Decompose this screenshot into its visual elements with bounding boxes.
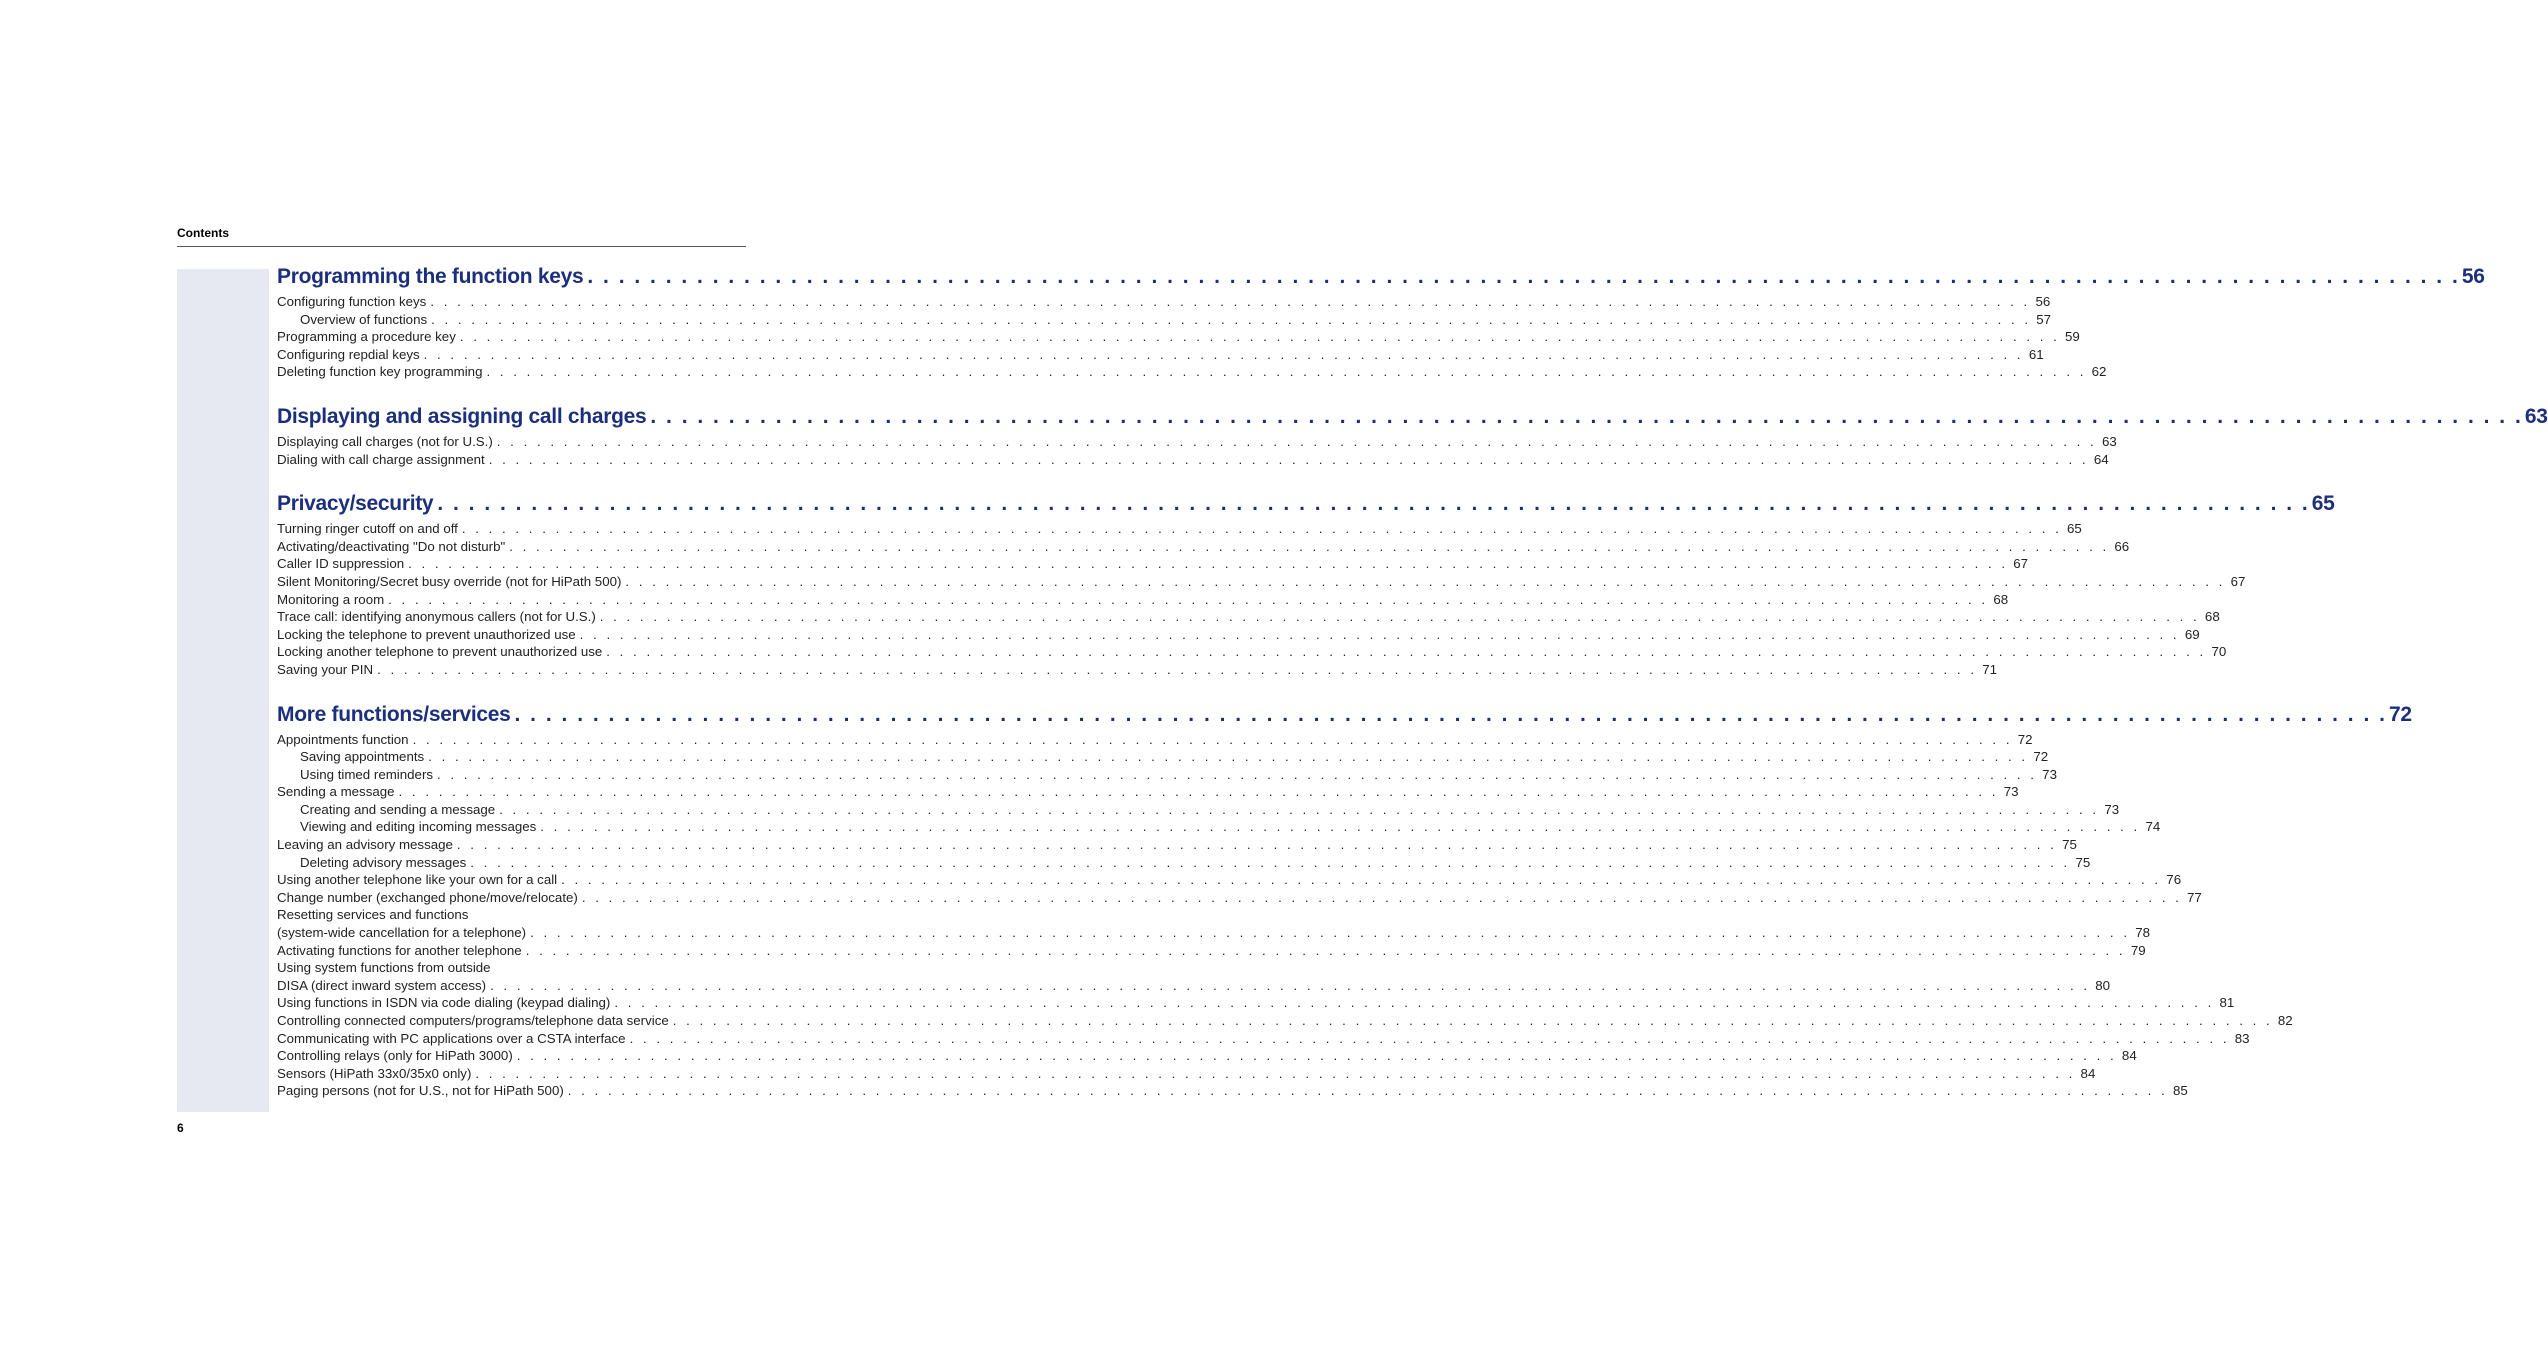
entry-title: (system-wide cancellation for a telephone) [277, 925, 527, 941]
entry-title: Viewing and editing incoming messages [300, 819, 537, 835]
toc-entry[interactable] [277, 608, 2220, 626]
entry-page-number: 84 [2080, 1065, 2096, 1081]
toc-entry[interactable] [277, 748, 2049, 766]
entry-title: Creating and sending a message [300, 801, 496, 817]
entry-title: Programming a procedure key [277, 329, 456, 345]
dot-leader: . . . . . . . . . . . . . . . . . . . . . . . . . . . . . . . . . . . . . . . . . . . . . . . . . . . . . . . . . . . . . . . . . . . . . . . . . . . . . . . . . . . . . . . . . . . . . . . . . . . . . . . . . . . . . . . . . . . . . . . . [470, 854, 2071, 870]
entry-page-number: 83 [2234, 1030, 2250, 1046]
dot-leader: . . . . . . . . . . . . . . . . . . . . . . . . . . . . . . . . . . . . . . . . . . . . . . . . . . . . . . . . . . . . . . . . . . . . . . . . . . . . . . . . . . . . . . . . . . . . . . . . . . . . . . . . . . . . . . . . . . . . . . . . [461, 521, 2062, 537]
entry-title: Turning ringer cutoff on and off [277, 521, 458, 537]
entry-page-number: 64 [2093, 451, 2109, 467]
dot-leader: . . . . . . . . . . . . . . . . . . . . . . . . . . . . . . . . . . . . . . . . . . . . . . . . . . . . . . . . . . . . . . . . . . . . . . . . . . . . . . . . . . . . . . . . . . . . . . . . . . . . . . . . . . . . . . . . . . . . . . . . [398, 784, 1999, 800]
running-header: Contents [177, 226, 229, 240]
dot-leader: . . . . . . . . . . . . . . . . . . . . . . . . . . . . . . . . . . . . . . . . . . . . . . . . . . . . . . . . . . . . . . . . . . . . . . . . . . . . . . . . . . . . . . . . . . . . . . . . . . . . . . . . . . . . . . . . . . . . . . . . [490, 977, 2091, 993]
dot-leader: . . . . . . . . . . . . . . . . . . . . . . . . . . . . . . . . . . . . . . . . . . . . . . . . . . . . . . . . . . . . . . . . . . . . . . . . . . . . . . . . . . . . . . . . . . . . . . . . . . . . . . . . . . . . . . . . . . . . . . . . [650, 404, 2523, 428]
entry-page-number: 68 [2204, 609, 2220, 625]
toc-entry[interactable] [277, 451, 2109, 469]
entry-title: Saving your PIN [277, 661, 374, 677]
entry-title: Monitoring a room [277, 591, 385, 607]
entry-page-number: 72 [2017, 731, 2033, 747]
entry-title: Activating functions for another telephone [277, 942, 522, 958]
entry-title: Paging persons (not for U.S., not for HiPath 500) [277, 1083, 564, 1099]
entry-page-number: 68 [1993, 591, 2009, 607]
section-page-number: 63 [2524, 404, 2548, 428]
dot-leader: . . . . . . . . . . . . . . . . . . . . . . . . . . . . . . . . . . . . . . . . . . . . . . . . . . . . . . . . . . . . . . . . . . . . . . . . . . . . . . . . . . . . . . . . . . . . . . . . . . . . . . . . . . . . . . . . . . . . . . . . [488, 451, 2089, 467]
dot-leader: . . . . . . . . . . . . . . . . . . . . . . . . . . . . . . . . . . . . . . . . . . . . . . . . . . . . . . . . . . . . . . . . . . . . . . . . . . . . . . . . . . . . . . . . . . . . . . . . . . . . . . . . . . . . . . . . . . . . . . . . [456, 837, 2057, 853]
dot-leader: . . . . . . . . . . . . . . . . . . . . . . . . . . . . . . . . . . . . . . . . . . . . . . . . . . . . . . . . . . . . . . . . . . . . . . . . . . . . . . . . . . . . . . . . . . . . . . . . . . . . . . . . . . . . . . . . . . . . . . . . [672, 1013, 2273, 1028]
section-title: Programming the function keys [277, 265, 584, 288]
toc-entry[interactable] [277, 538, 2130, 556]
entry-title: Silent Monitoring/Secret busy override (not for HiPath 500) [277, 573, 622, 589]
entry-title: Caller ID suppression [277, 556, 405, 572]
toc-entry[interactable] [277, 433, 2117, 451]
toc-entry[interactable] [277, 293, 2051, 311]
entry-page-number: 78 [2135, 925, 2151, 941]
entry-page-number: 72 [2033, 749, 2049, 765]
dot-leader: . . . . . . . . . . . . . . . . . . . . . . . . . . . . . . . . . . . . . . . . . . . . . . . . . . . . . . . . . . . . . . . . . . . . . . . . . . . . . . . . . . . . . . . . . . . . . . . . . . . . . . . . . . . . . . . . . . . . . . . . [496, 433, 2097, 449]
toc-entry[interactable] [277, 520, 2082, 538]
entry-page-number: 81 [2219, 995, 2235, 1011]
entry-page-number: 75 [2075, 854, 2091, 870]
toc-section [277, 489, 2335, 678]
dot-leader: . . . . . . . . . . . . . . . . . . . . . . . . . . . . . . . . . . . . . . . . . . . . . . . . . . . . . . . . . . . . . . . . . . . . . . . . . . . . . . . . . . . . . . . . . . . . . . . . . . . . . . . . . . . . . . . . . . . . . . . . [530, 925, 2131, 941]
entry-page-number: 75 [2062, 837, 2077, 853]
dot-leader: . . . . . . . . . . . . . . . . . . . . . . . . . . . . . . . . . . . . . . . . . . . . . . . . . . . . . . . . . . . . . . . . . . . . . . . . . . . . . . . . . . . . . . . . . . . . . . . . . . . . . . . . . . . . . . . . . . . . . . . . [423, 346, 2024, 362]
entry-title: Configuring repdial keys [277, 346, 420, 362]
entry-title: Dialing with call charge assignment [277, 451, 485, 467]
entry-page-number: 70 [2211, 644, 2227, 660]
dot-leader: . . . . . . . . . . . . . . . . . . . . . . . . . . . . . . . . . . . . . . . . . . . . . . . . . . . . . . . . . . . . . . . . . . . . . . . . . . . . . . . . . . . . . . . . . . . . . . . . . . . . . . . . . . . . . . . . . . . . . . . . [579, 626, 2180, 642]
toc-entry[interactable] [277, 977, 2111, 995]
toc-section [277, 700, 2412, 1100]
dot-leader: . . . . . . . . . . . . . . . . . . . . . . . . . . . . . . . . . . . . . . . . . . . . . . . . . . . . . . . . . . . . . . . . . . . . . . . . . . . . . . . . . . . . . . . . . . . . . . . . . . . . . . . . . . . . . . . . . . . . . . . . [509, 538, 2110, 554]
toc-section [277, 402, 2548, 468]
toc-entry[interactable] [277, 818, 2161, 836]
dot-leader: . . . . . . . . . . . . . . . . . . . . . . . . . . . . . . . . . . . . . . . . . . . . . . . . . . . . . . . . . . . . . . . . . . . . . . . . . . . . . . . . . . . . . . . . . . . . . . . . . . . . . . . . . . . . . . . . . . . . . . . . [614, 995, 2215, 1011]
dot-leader: . . . . . . . . . . . . . . . . . . . . . . . . . . . . . . . . . . . . . . . . . . . . . . . . . . . . . . . . . . . . . . . . . . . . . . . . . . . . . . . . . . . . . . . . . . . . . . . . . . . . . . . . . . . . . . . . . . . . . . . . [475, 1065, 2076, 1081]
dot-leader: . . . . . . . . . . . . . . . . . . . . . . . . . . . . . . . . . . . . . . . . . . . . . . . . . . . . . . . . . . . . . . . . . . . . . . . . . . . . . . . . . . . . . . . . . . . . . . . . . . . . . . . . . . . . . . . . . . . . . . . . [459, 329, 2060, 345]
entry-title: Communicating with PC applications over a CSTA interface [277, 1030, 626, 1046]
entry-title: Controlling relays (only for HiPath 3000) [277, 1048, 513, 1064]
toc-section [277, 262, 2485, 381]
entry-page-number: 57 [2036, 311, 2052, 327]
toc-entry[interactable] [277, 328, 2080, 346]
dot-leader: . . . . . . . . . . . . . . . . . . . . . . . . . . . . . . . . . . . . . . . . . . . . . . . . . . . . . . . . . . . . . . . . . . . . . . . . . . . . . . . . . . . . . . . . . . . . . . . . . . . . . . . . . . . . . . . . . . . . . . . . [408, 556, 2009, 572]
entry-title: Deleting function key programming [277, 364, 483, 380]
entry-page-number: 62 [2091, 364, 2107, 380]
entry-title: Using another telephone like your own for a call [277, 872, 558, 888]
entry-title: Locking another telephone to prevent unauthorized use [277, 644, 603, 660]
toc-entry[interactable] [277, 731, 2033, 749]
dot-leader: . . . . . . . . . . . . . . . . . . . . . . . . . . . . . . . . . . . . . . . . . . . . . . . . . . . . . . . . . . . . . . . . . . . . . . . . . . . . . . . . . . . . . . . . . . . . . . . . . . . . . . . . . . . . . . . . . . . . . . . . [486, 364, 2087, 380]
toc-entry[interactable] [277, 889, 2202, 907]
toc-entry[interactable] [277, 924, 2151, 942]
entry-page-number: 76 [2166, 872, 2182, 888]
entry-page-number: 63 [2101, 433, 2117, 449]
entry-title: Displaying call charges (not for U.S.) [277, 433, 493, 449]
entry-title: Appointments function [277, 731, 409, 747]
entry-page-number: 73 [2003, 784, 2019, 800]
margin-sidebar [177, 269, 269, 1112]
entry-list [277, 433, 2117, 468]
dot-leader: . . . . . . . . . . . . . . . . . . . . . . . . . . . . . . . . . . . . . . . . . . . . . . . . . . . . . . . . . . . . . . . . . . . . . . . . . . . . . . . . . . . . . . . . . . . . . . . . . . . . . . . . . . . . . . . . . . . . . . . . [412, 731, 2013, 747]
entry-page-number: 67 [2013, 556, 2029, 572]
entry-page-number: 84 [2121, 1048, 2137, 1064]
toc-entry[interactable] [277, 1012, 2293, 1030]
toc-entry[interactable] [277, 854, 2091, 872]
dot-leader: . . . . . . . . . . . . . . . . . . . . . . . . . . . . . . . . . . . . . . . . . . . . . . . . . . . . . . . . . . . . . . . . . . . . . . . . . . . . . . . . . . . . . . . . . . . . . . . . . . . . . . . . . . . . . . . . . . . . . . . . [561, 872, 2162, 888]
toc-entry[interactable] [277, 311, 2052, 329]
entry-page-number: 73 [2042, 766, 2057, 782]
section-title: Displaying and assigning call charges [277, 404, 647, 428]
toc-entry[interactable] [277, 766, 2057, 784]
toc-entry[interactable] [277, 1047, 2137, 1065]
toc-entry[interactable] [277, 959, 745, 977]
dot-leader: . . . . . . . . . . . . . . . . . . . . . . . . . . . . . . . . . . . . . . . . . . . . . . . . . . . . . . . . . . . . . . . . . . . . . . . . . . . . . . . . . . . . . . . . . . . . . . . . . . . . . . . . . . . . . . . . . . . . . . . . [437, 492, 2310, 516]
entry-page-number: 74 [2145, 819, 2161, 835]
section-heading[interactable] [277, 262, 2485, 292]
entry-page-number: 66 [2114, 538, 2130, 554]
section-page-number: 72 [2388, 702, 2412, 726]
toc-entry[interactable] [277, 1065, 2096, 1083]
page-number: 6 [177, 1121, 184, 1135]
entry-title: Leaving an advisory message [277, 837, 453, 853]
section-title: More functions/services [277, 702, 511, 726]
entry-page-number: 61 [2028, 346, 2044, 362]
toc-entry[interactable] [277, 906, 745, 924]
entry-title: Change number (exchanged phone/move/relocate) [277, 889, 578, 905]
dot-leader: . . . . . . . . . . . . . . . . . . . . . . . . . . . . . . . . . . . . . . . . . . . . . . . . . . . . . . . . . . . . . . . . . . . . . . . . . . . . . . . . . . . . . . . . . . . . . . . . . . . . . . . . . . . . . . . . . . . . . . . . [629, 1030, 2230, 1046]
section-heading[interactable] [277, 489, 2335, 519]
toc-entry[interactable] [277, 626, 2200, 644]
toc-entry[interactable] [277, 836, 2077, 854]
entry-title: Saving appointments [300, 749, 425, 765]
dot-leader: . . . . . . . . . . . . . . . . . . . . . . . . . . . . . . . . . . . . . . . . . . . . . . . . . . . . . . . . . . . . . . . . . . . . . . . . . . . . . . . . . . . . . . . . . . . . . . . . . . . . . . . . . . . . . . . . . . . . . . . . [599, 609, 2200, 625]
entry-page-number: 80 [2095, 977, 2111, 993]
entry-list [277, 293, 2107, 381]
entry-list [277, 731, 2293, 1100]
toc-entry[interactable] [277, 573, 2246, 591]
entry-title: Using timed reminders [300, 766, 434, 782]
entry-list [277, 520, 2246, 678]
dot-leader: . . . . . . . . . . . . . . . . . . . . . . . . . . . . . . . . . . . . . . . . . . . . . . . . . . . . . . . . . . . . . . . . . . . . . . . . . . . . . . . . . . . . . . . . . . . . . . . . . . . . . . . . . . . . . . . . . . . . . . . . [431, 311, 2032, 327]
entry-page-number: 69 [2184, 626, 2200, 642]
dot-leader: . . . . . . . . . . . . . . . . . . . . . . . . . . . . . . . . . . . . . . . . . . . . . . . . . . . . . . . . . . . . . . . . . . . . . . . . . . . . . . . . . . . . . . . . . . . . . . . . . . . . . . . . . . . . . . . . . . . . . . . . [430, 294, 2031, 309]
entry-title: Resetting services and functions [277, 907, 469, 923]
toc-entry[interactable] [277, 661, 1998, 679]
entry-page-number: 82 [2277, 1013, 2293, 1028]
entry-title: Activating/deactivating "Do not disturb" [277, 538, 506, 554]
entry-title: Sensors (HiPath 33x0/35x0 only) [277, 1065, 472, 1081]
toc-entry[interactable] [277, 346, 2044, 364]
dot-leader: . . . . . . . . . . . . . . . . . . . . . . . . . . . . . . . . . . . . . . . . . . . . . . . . . . . . . . . . . . . . . . . . . . . . . . . . . . . . . . . . . . . . . . . . . . . . . . . . . . . . . . . . . . . . . . . . . . . . . . . . [437, 766, 2037, 782]
entry-page-number: 67 [2230, 573, 2246, 589]
toc-entry[interactable] [277, 783, 2019, 801]
table-of-contents [277, 262, 2548, 1100]
entry-page-number: 77 [2187, 889, 2202, 905]
dot-leader: . . . . . . . . . . . . . . . . . . . . . . . . . . . . . . . . . . . . . . . . . . . . . . . . . . . . . . . . . . . . . . . . . . . . . . . . . . . . . . . . . . . . . . . . . . . . . . . . . . . . . . . . . . . . . . . . . . . . . . . . [606, 644, 2207, 660]
entry-page-number: 56 [2035, 294, 2051, 309]
entry-page-number: 59 [2065, 329, 2080, 345]
entry-title: Locking the telephone to prevent unauthorized use [277, 626, 576, 642]
dot-leader: . . . . . . . . . . . . . . . . . . . . . . . . . . . . . . . . . . . . . . . . . . . . . . . . . . . . . . . . . . . . . . . . . . . . . . . . . . . . . . . . . . . . . . . . . . . . . . . . . . . . . . . . . . . . . . . . . . . . . . . . [514, 702, 2387, 726]
entry-title: Using system functions from outside [277, 960, 491, 976]
toc-entry[interactable] [277, 1082, 2188, 1100]
dot-leader: . . . . . . . . . . . . . . . . . . . . . . . . . . . . . . . . . . . . . . . . . . . . . . . . . . . . . . . . . . . . . . . . . . . . . . . . . . . . . . . . . . . . . . . . . . . . . . . . . . . . . . . . . . . . . . . . . . . . . . . . [377, 661, 1978, 677]
dot-leader: . . . . . . . . . . . . . . . . . . . . . . . . . . . . . . . . . . . . . . . . . . . . . . . . . . . . . . . . . . . . . . . . . . . . . . . . . . . . . . . . . . . . . . . . . . . . . . . . . . . . . . . . . . . . . . . . . . . . . . . . [525, 942, 2126, 958]
section-title: Privacy/security [277, 492, 434, 516]
entry-page-number: 73 [2104, 801, 2120, 817]
entry-title: Using functions in ISDN via code dialing (keypad dialing) [277, 995, 611, 1011]
entry-page-number: 65 [2067, 521, 2082, 537]
header-rule [177, 246, 746, 247]
toc-entry[interactable] [277, 643, 2227, 661]
section-page-number: 65 [2311, 492, 2335, 516]
dot-leader: . . . . . . . . . . . . . . . . . . . . . . . . . . . . . . . . . . . . . . . . . . . . . . . . . . . . . . . . . . . . . . . . . . . . . . . . . . . . . . . . . . . . . . . . . . . . . . . . . . . . . . . . . . . . . . . . . . . . . . . . [540, 819, 2141, 835]
entry-page-number: 85 [2172, 1083, 2188, 1099]
toc-entry[interactable] [277, 871, 2182, 889]
entry-title: Trace call: identifying anonymous callers (not for U.S.) [277, 609, 596, 625]
entry-title: Sending a message [277, 784, 395, 800]
entry-title: Deleting advisory messages [300, 854, 467, 870]
dot-leader: . . . . . . . . . . . . . . . . . . . . . . . . . . . . . . . . . . . . . . . . . . . . . . . . . . . . . . . . . . . . . . . . . . . . . . . . . . . . . . . . . . . . . . . . . . . . . . . . . . . . . . . . . . . . . . . . . . . . . . . . [499, 801, 2100, 817]
toc-entry[interactable] [277, 942, 2146, 960]
toc-entry[interactable] [277, 994, 2235, 1012]
dot-leader: . . . . . . . . . . . . . . . . . . . . . . . . . . . . . . . . . . . . . . . . . . . . . . . . . . . . . . . . . . . . . . . . . . . . . . . . . . . . . . . . . . . . . . . . . . . . . . . . . . . . . . . . . . . . . . . . . . . . . . . . [625, 573, 2226, 589]
dot-leader: . . . . . . . . . . . . . . . . . . . . . . . . . . . . . . . . . . . . . . . . . . . . . . . . . . . . . . . . . . . . . . . . . . . . . . . . . . . . . . . . . . . . . . . . . . . . . . . . . . . . . . . . . . . . . . . . . . . . . . . . [428, 749, 2029, 765]
entry-title: DISA (direct inward system access) [277, 977, 487, 993]
dot-leader: . . . . . . . . . . . . . . . . . . . . . . . . . . . . . . . . . . . . . . . . . . . . . . . . . . . . . . . . . . . . . . . . . . . . . . . . . . . . . . . . . . . . . . . . . . . . . . . . . . . . . . . . . . . . . . . . . . . . . . . . [587, 265, 2460, 288]
section-heading[interactable] [277, 700, 2412, 730]
dot-leader: . . . . . . . . . . . . . . . . . . . . . . . . . . . . . . . . . . . . . . . . . . . . . . . . . . . . . . . . . . . . . . . . . . . . . . . . . . . . . . . . . . . . . . . . . . . . . . . . . . . . . . . . . . . . . . . . . . . . . . . . [581, 889, 2182, 905]
toc-entry[interactable] [277, 555, 2029, 573]
entry-title: Configuring function keys [277, 294, 427, 309]
toc-entry[interactable] [277, 801, 2120, 819]
entry-page-number: 71 [1982, 661, 1998, 677]
section-heading[interactable] [277, 402, 2548, 432]
section-page-number: 56 [2461, 265, 2485, 288]
toc-entry[interactable] [277, 1030, 2250, 1048]
toc-entry[interactable] [277, 591, 2009, 609]
dot-leader: . . . . . . . . . . . . . . . . . . . . . . . . . . . . . . . . . . . . . . . . . . . . . . . . . . . . . . . . . . . . . . . . . . . . . . . . . . . . . . . . . . . . . . . . . . . . . . . . . . . . . . . . . . . . . . . . . . . . . . . . [516, 1048, 2117, 1064]
entry-title: Overview of functions [300, 311, 428, 327]
dot-leader: . . . . . . . . . . . . . . . . . . . . . . . . . . . . . . . . . . . . . . . . . . . . . . . . . . . . . . . . . . . . . . . . . . . . . . . . . . . . . . . . . . . . . . . . . . . . . . . . . . . . . . . . . . . . . . . . . . . . . . . . [567, 1083, 2168, 1099]
entry-title: Controlling connected computers/programs/telephone data service [277, 1013, 669, 1028]
entry-page-number: 79 [2130, 942, 2146, 958]
toc-entry[interactable] [277, 363, 2107, 381]
dot-leader: . . . . . . . . . . . . . . . . . . . . . . . . . . . . . . . . . . . . . . . . . . . . . . . . . . . . . . . . . . . . . . . . . . . . . . . . . . . . . . . . . . . . . . . . . . . . . . . . . . . . . . . . . . . . . . . . . . . . . . . . [388, 591, 1989, 607]
